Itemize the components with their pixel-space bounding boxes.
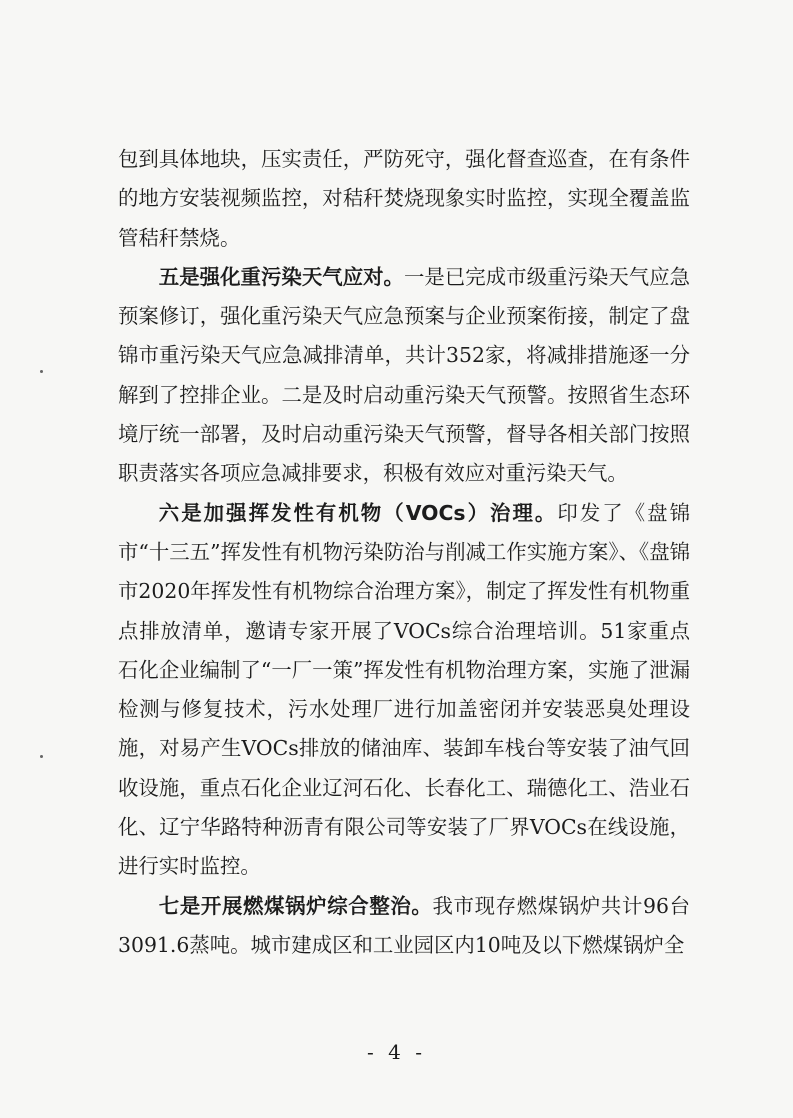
paragraph-text: 印发了《盘锦市“十三五”挥发性有机物污染防治与削减工作实施方案》、《盘锦市2020年挥发性有机物综合治理方案》，制定了挥发性有机物重点排放清单，邀请专家开展了VOCs综合治理培训。51家重点石化企业编制了“一厂一策”挥发性有机物治理方案，实施了泄漏检测与修复技术，污水处理厂进行加盖密闭并安装恶臭处理设施，对易产生VOCs排放的储油库、装卸车栈台等安装了油气回收设施，重点石化企业辽河石化、长春化工、瑞德化工、浩业石化、辽宁华路特种沥青有限公司等安装了厂界VOCs在线设施，进行实时监控。 <box>118 500 691 879</box>
paragraph-text: 一是已完成市级重污染天气应急预案修订，强化重污染天气应急预案与企业预案衔接，制定了盘锦市重污染天气应急减排清单，共计352家，将减排措施逐一分解到了控排企业。二是及时启动重污染天气预警。按照省生态环境厅统一部署，及时启动重污染天气预警，督导各相关部门按照职责落实各项应急减排要求，积极有效应对重污染天气。 <box>118 264 691 486</box>
paragraph-heading: 六是加强挥发性有机物（VOCs）治理。 <box>158 500 558 525</box>
scan-mark <box>40 755 43 758</box>
page-number: - 4 - <box>367 1040 426 1064</box>
paragraph-heavy-pollution-weather <box>118 258 690 494</box>
paragraph-continued <box>118 140 690 258</box>
paragraph-text: 包到具体地块，压实责任，严防死守，强化督查巡查，在有条件的地方安装视频监控，对秸秆焚烧现象实时监控，实现全覆盖监管秸秆禁烧。 <box>118 147 690 250</box>
paragraph-text: 我市现存燃煤锅炉共计96台3091.6蒸吨。城市建成区和工业园区内10吨及以下燃煤锅炉全 <box>118 893 691 957</box>
scan-mark <box>40 370 43 373</box>
paragraph-vocs-treatment <box>118 494 690 887</box>
paragraph-heading: 七是开展燃煤锅炉综合整治。 <box>158 893 433 918</box>
paragraph-coal-boiler <box>118 887 690 966</box>
document-body <box>118 140 690 965</box>
paragraph-heading: 五是强化重污染天气应对。 <box>158 264 404 289</box>
